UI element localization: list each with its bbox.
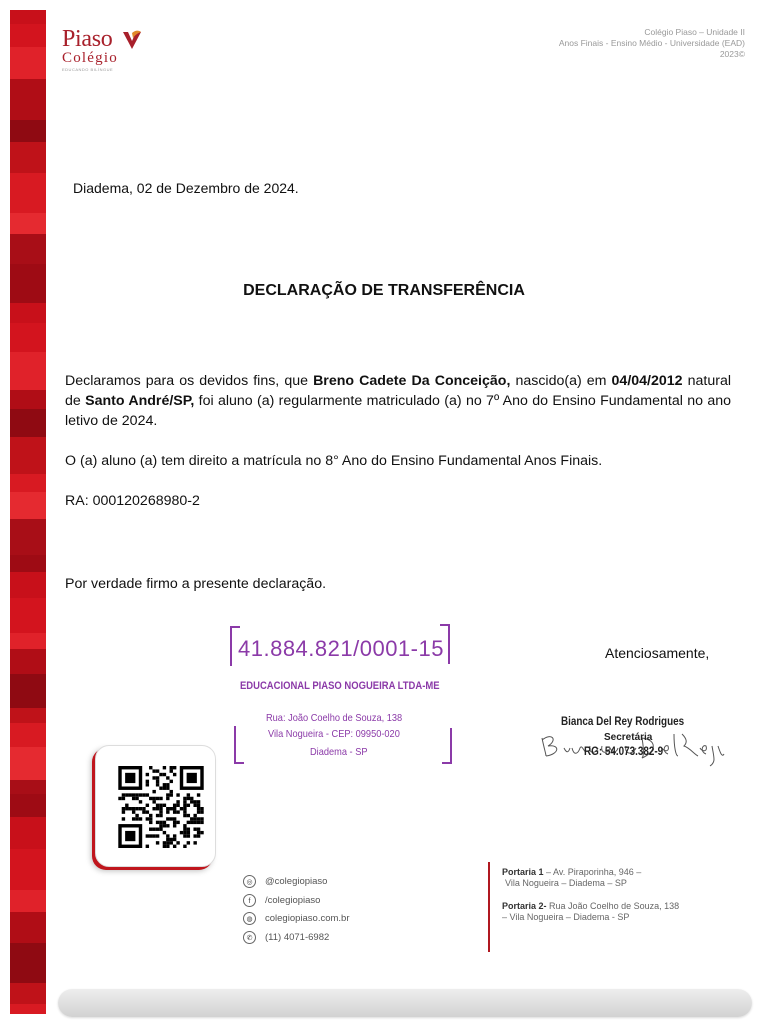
- qr-module: [166, 817, 169, 820]
- qr-module: [159, 828, 162, 831]
- qr-module: [125, 831, 135, 841]
- qr-module: [125, 793, 128, 796]
- qr-module: [132, 807, 135, 810]
- qr-module: [193, 821, 196, 824]
- stripe-segment: [10, 723, 46, 747]
- qr-module: [149, 797, 152, 800]
- qr-module: [197, 810, 200, 813]
- qr-module: [170, 766, 173, 769]
- qr-module: [163, 841, 166, 844]
- stripe-segment: [10, 234, 46, 264]
- qr-module: [180, 831, 183, 834]
- qr-module: [159, 814, 162, 817]
- instagram-icon: ◎: [243, 875, 256, 888]
- qr-module: [187, 773, 197, 783]
- qr-module: [200, 817, 203, 820]
- qr-module: [156, 828, 159, 831]
- qr-module: [183, 797, 186, 800]
- contact-text: /colegiopiaso: [265, 895, 321, 906]
- qr-module: [125, 804, 128, 807]
- qr-module: [139, 807, 142, 810]
- qr-module: [197, 800, 200, 803]
- qr-module: [173, 834, 176, 837]
- qr-module: [187, 841, 190, 844]
- qr-module: [166, 793, 169, 796]
- text-segment: nascido(a) em: [510, 373, 612, 389]
- declaration-paragraph: [65, 371, 731, 431]
- qr-module: [190, 797, 193, 800]
- qr-module: [159, 807, 162, 810]
- stripe-segment: [10, 983, 46, 1004]
- qr-module: [156, 841, 159, 844]
- facebook-icon: f: [243, 894, 256, 907]
- qr-module: [166, 824, 169, 827]
- qr-module: [193, 814, 196, 817]
- qr-module: [152, 807, 155, 810]
- qr-module: [152, 790, 155, 793]
- qr-module: [183, 828, 186, 831]
- qr-module: [156, 769, 159, 772]
- qr-module: [159, 821, 162, 824]
- qr-module: [146, 834, 149, 837]
- stripe-segment: [10, 47, 46, 79]
- qr-module: [139, 800, 142, 803]
- qr-module: [159, 773, 162, 776]
- qr-module: [200, 831, 203, 834]
- qr-module: [173, 810, 176, 813]
- qr-module: [163, 804, 166, 807]
- qr-module: [139, 793, 142, 796]
- qr-module: [176, 800, 179, 803]
- qr-module: [176, 804, 179, 807]
- stripe-segment: [10, 390, 46, 409]
- portaria-2-line2: – Vila Nogueira – Diadema - SP: [502, 912, 630, 922]
- qr-module: [166, 797, 169, 800]
- logo-subtitle: Colégio: [62, 50, 118, 66]
- stripe-segment: [10, 213, 46, 234]
- qr-module: [152, 800, 155, 803]
- qr-module: [146, 793, 149, 796]
- enrollment-right-paragraph: O (a) aluno (a) tem direito a matrícula no 8° Ano do Ensino Fundamental Anos Finais.: [65, 453, 603, 469]
- stamp-cnpj: 41.884.821/0001-15: [238, 636, 444, 661]
- qr-module: [146, 804, 149, 807]
- qr-module: [159, 810, 162, 813]
- stamp-address-city: Diadema - SP: [310, 746, 368, 758]
- qr-module: [187, 814, 190, 817]
- qr-module: [122, 817, 125, 820]
- stripe-segment: [10, 780, 46, 794]
- portaria-2-address: [502, 901, 679, 923]
- qr-module: [190, 821, 193, 824]
- company-stamp: [228, 622, 458, 767]
- header-info: [559, 27, 745, 60]
- qr-module: [135, 817, 138, 820]
- contact-text: (11) 4071-6982: [265, 932, 330, 943]
- header-year: 2023©: [719, 49, 745, 59]
- qr-module: [183, 800, 186, 803]
- portaria-1-line1: – Av. Piraporinha, 946 –: [543, 867, 642, 877]
- qr-module: [135, 814, 138, 817]
- qr-module: [183, 804, 186, 807]
- qr-module: [187, 831, 190, 834]
- stamp-address-district: Vila Nogueira - CEP: 09950-020: [268, 728, 400, 740]
- stripe-segment: [10, 572, 46, 598]
- whatsapp-icon: ✆: [243, 931, 256, 944]
- qr-module: [183, 831, 186, 834]
- qr-module: [156, 797, 159, 800]
- stripe-segment: [10, 492, 46, 519]
- qr-module: [139, 817, 142, 820]
- qr-module: [149, 766, 152, 769]
- stripe-segment: [10, 1004, 46, 1014]
- stripe-segment: [10, 10, 46, 24]
- qr-module: [173, 804, 176, 807]
- qr-module: [166, 776, 169, 779]
- qr-module: [156, 780, 159, 783]
- text-segment: natural de: [65, 373, 732, 409]
- header-unit: Colégio Piaso – Unidade II: [644, 27, 745, 37]
- qr-module: [152, 769, 155, 772]
- qr-module: [173, 824, 176, 827]
- qr-module: [156, 804, 159, 807]
- signer-name: Bianca Del Rey Rodrigues: [561, 716, 685, 728]
- qr-module: [187, 793, 190, 796]
- qr-module: [200, 821, 203, 824]
- qr-module: [156, 776, 159, 779]
- qr-module: [149, 828, 152, 831]
- qr-module: [170, 817, 173, 820]
- qr-module: [159, 824, 162, 827]
- stamp-address-street: Rua: João Coelho de Souza, 138: [266, 712, 403, 724]
- qr-module: [122, 797, 125, 800]
- stripe-segment: [10, 352, 46, 390]
- qr-module: [156, 814, 159, 817]
- qr-module: [159, 787, 162, 790]
- text-segment: foi aluno (a) regularmente matriculado (a) no 7º Ano do Ensino Fundamental no ano letivo de 2024.: [65, 393, 731, 429]
- qr-module: [166, 810, 169, 813]
- stripe-segment: [10, 912, 46, 943]
- qr-module: [197, 834, 200, 837]
- qr-module: [173, 845, 176, 848]
- qr-module: [125, 807, 128, 810]
- footer-bar: [58, 989, 752, 1017]
- qr-code-card[interactable]: [95, 745, 216, 867]
- qr-module: [166, 807, 169, 810]
- stripe-segment: [10, 79, 46, 120]
- qr-module: [173, 838, 176, 841]
- qr-module: [135, 807, 138, 810]
- qr-module: [149, 814, 152, 817]
- qr-module: [159, 804, 162, 807]
- qr-module: [193, 800, 196, 803]
- qr-module: [166, 841, 169, 844]
- stripe-segment: [10, 598, 46, 633]
- header-levels: Anos Finais - Ensino Médio - Universidade (EAD): [558, 38, 745, 48]
- qr-module: [170, 769, 173, 772]
- qr-module: [190, 817, 193, 820]
- qr-module: [170, 841, 173, 844]
- qr-module: [132, 817, 135, 820]
- birth-date: 04/04/2012: [611, 373, 683, 389]
- qr-module: [129, 793, 132, 796]
- qr-module: [176, 810, 179, 813]
- qr-module: [163, 787, 166, 790]
- qr-module: [166, 845, 169, 848]
- qr-module: [173, 821, 176, 824]
- qr-module: [166, 834, 169, 837]
- decorative-red-stripe: [10, 10, 46, 1014]
- qr-module: [183, 824, 186, 827]
- qr-module: [176, 793, 179, 796]
- qr-module: [156, 807, 159, 810]
- portaria-1-address: [502, 867, 641, 889]
- qr-module: [163, 783, 166, 786]
- qr-module: [163, 845, 166, 848]
- stripe-segment: [10, 323, 46, 352]
- qr-module: [142, 810, 145, 813]
- qr-module: [146, 845, 149, 848]
- qr-module: [149, 834, 152, 837]
- qr-module: [193, 817, 196, 820]
- qr-module: [146, 773, 149, 776]
- logo-wordmark: Piaso: [62, 26, 113, 52]
- qr-module: [176, 841, 179, 844]
- qr-module: [146, 810, 149, 813]
- qr-module: [170, 807, 173, 810]
- stripe-segment: [10, 120, 46, 142]
- document-title: DECLARAÇÃO DE TRANSFERÊNCIA: [243, 282, 525, 299]
- stripe-segment: [10, 674, 46, 708]
- qr-module: [132, 797, 135, 800]
- birth-place: Santo André/SP,: [85, 393, 195, 409]
- qr-module: [170, 780, 173, 783]
- qr-module: [152, 828, 155, 831]
- qr-module: [166, 787, 169, 790]
- qr-module: [193, 834, 196, 837]
- qr-module: [170, 793, 173, 796]
- qr-module: [197, 793, 200, 796]
- qr-module: [146, 783, 149, 786]
- stamp-bracket: [442, 728, 452, 764]
- contact-text: colegiopiaso.com.br: [265, 913, 350, 924]
- qr-module: [183, 834, 186, 837]
- stamp-company-name: EDUCACIONAL PIASO NOGUEIRA LTDA-ME: [240, 680, 440, 692]
- student-name: Breno Cadete Da Conceição,: [313, 373, 511, 389]
- qr-module: [197, 817, 200, 820]
- qr-module: [176, 821, 179, 824]
- qr-module: [183, 845, 186, 848]
- stripe-segment: [10, 794, 46, 817]
- qr-module: [187, 821, 190, 824]
- qr-module: [173, 807, 176, 810]
- qr-module: [183, 807, 186, 810]
- qr-module: [190, 800, 193, 803]
- qr-module: [197, 821, 200, 824]
- qr-module: [197, 807, 200, 810]
- qr-module: [173, 817, 176, 820]
- qr-module: [166, 783, 169, 786]
- qr-module: [122, 793, 125, 796]
- closing-statement: Por verdade firmo a presente declaração.: [65, 576, 327, 592]
- qr-module: [183, 814, 186, 817]
- stripe-segment: [10, 633, 46, 649]
- qr-module: [187, 797, 190, 800]
- qr-module: [200, 810, 203, 813]
- stripe-segment: [10, 409, 46, 437]
- portaria-2-line1: Rua João Coelho de Souza, 138: [546, 901, 680, 911]
- qr-module: [152, 834, 155, 837]
- qr-module: [125, 773, 135, 783]
- stripe-segment: [10, 474, 46, 492]
- qr-module: [183, 810, 186, 813]
- contact-text: @colegiopiaso: [265, 876, 328, 887]
- stripe-segment: [10, 142, 46, 173]
- stripe-segment: [10, 437, 46, 474]
- signer-role: Secretária: [604, 732, 653, 743]
- portaria-2-label: Portaria 2-: [502, 901, 547, 911]
- qr-module: [200, 807, 203, 810]
- qr-module: [180, 807, 183, 810]
- qr-module: [129, 807, 132, 810]
- qr-module: [146, 817, 149, 820]
- qr-module: [163, 821, 166, 824]
- stripe-segment: [10, 708, 46, 723]
- qr-module: [163, 773, 166, 776]
- qr-module: [132, 810, 135, 813]
- stripe-segment: [10, 849, 46, 890]
- qr-module: [163, 831, 166, 834]
- qr-module: [163, 766, 166, 769]
- qr-module: [193, 828, 196, 831]
- qr-module: [118, 797, 121, 800]
- qr-module: [166, 838, 169, 841]
- signer-rg: RG: 54.073.382-9: [584, 746, 664, 758]
- stripe-segment: [10, 24, 46, 47]
- document-date: Diadema, 02 de Dezembro de 2024.: [73, 180, 299, 196]
- stamp-bracket: [234, 726, 244, 764]
- stripe-segment: [10, 817, 46, 849]
- qr-module: [170, 838, 173, 841]
- stripe-segment: [10, 890, 46, 912]
- qr-module: [193, 804, 196, 807]
- qr-module: [122, 810, 125, 813]
- qr-module: [156, 821, 159, 824]
- stripe-segment: [10, 173, 46, 213]
- logo-tagline: EDUCANDO BILÍNGUE: [62, 67, 114, 72]
- qr-module: [156, 834, 159, 837]
- stripe-segment: [10, 303, 46, 323]
- qr-module: [142, 793, 145, 796]
- footer-divider: [488, 862, 490, 952]
- stripe-segment: [10, 943, 46, 983]
- qr-module: [135, 793, 138, 796]
- qr-module: [159, 797, 162, 800]
- stripe-segment: [10, 519, 46, 555]
- qr-module: [142, 807, 145, 810]
- qr-module: [135, 797, 138, 800]
- logo-emblem-icon: [121, 29, 143, 51]
- qr-module: [122, 807, 125, 810]
- qr-module: [152, 776, 155, 779]
- qr-module: [197, 831, 200, 834]
- qr-module: [149, 821, 152, 824]
- portaria-1-line2: Vila Nogueira – Diadema – SP: [505, 878, 627, 888]
- qr-module: [173, 773, 176, 776]
- portaria-1-label: Portaria 1: [502, 867, 544, 877]
- text-segment: Declaramos para os devidos fins, que: [65, 373, 314, 389]
- signature-block: [538, 712, 728, 774]
- closing-salutation: Atenciosamente,: [605, 645, 710, 661]
- qr-code[interactable]: [118, 766, 204, 848]
- stripe-segment: [10, 747, 46, 780]
- qr-module: [187, 804, 190, 807]
- qr-module: [170, 790, 173, 793]
- qr-module: [197, 828, 200, 831]
- qr-module: [187, 828, 190, 831]
- qr-module: [193, 841, 196, 844]
- qr-module: [146, 780, 149, 783]
- stripe-segment: [10, 649, 46, 674]
- stripe-segment: [10, 555, 46, 572]
- qr-module: [173, 766, 176, 769]
- student-ra: RA: 000120268980-2: [65, 493, 200, 509]
- qr-module: [197, 804, 200, 807]
- globe-icon: ◍: [243, 912, 256, 925]
- qr-module: [149, 817, 152, 820]
- qr-module: [163, 824, 166, 827]
- qr-module: [187, 834, 190, 837]
- qr-module: [152, 797, 155, 800]
- qr-module: [132, 793, 135, 796]
- qr-module: [156, 783, 159, 786]
